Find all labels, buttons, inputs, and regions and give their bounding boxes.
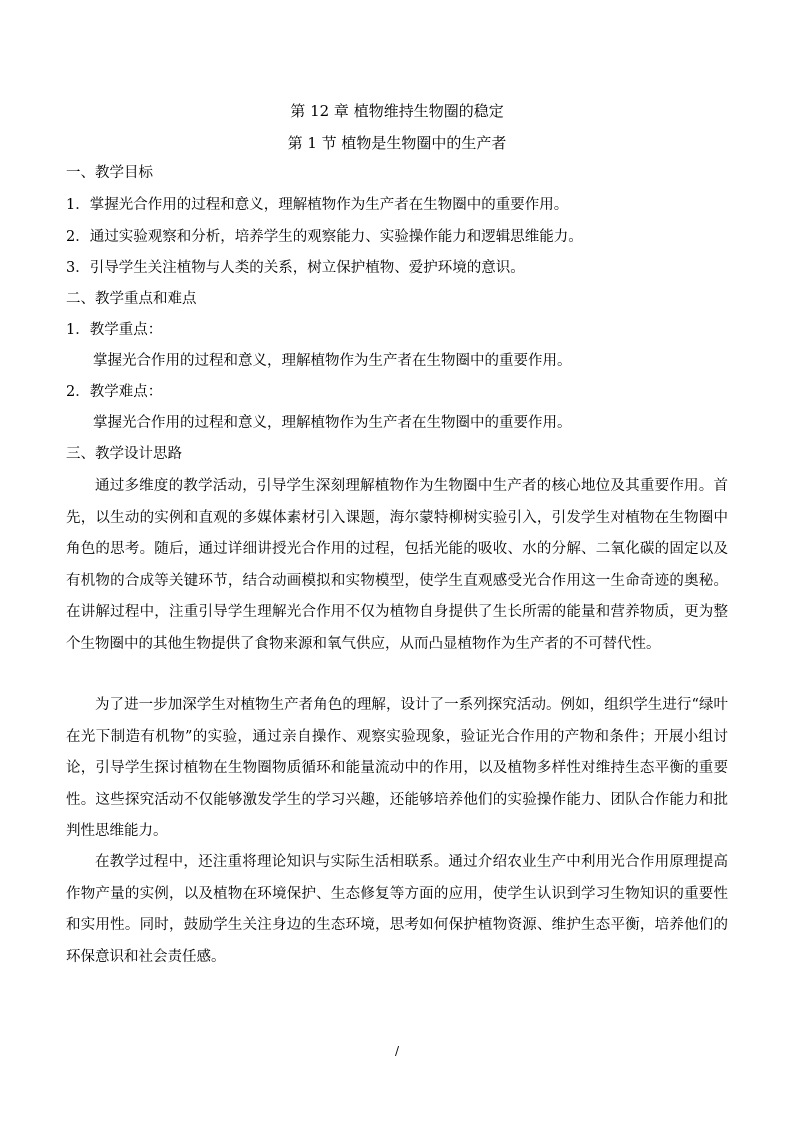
heading-teaching-objectives: 一、教学目标: [66, 165, 153, 181]
design-paragraph: 在教学过程中，还注重将理论知识与实际生活相联系。通过介绍农业生产中利用光合作用原理提高作物产量的实例，以及植物在环境保护、生态修复等方面的应用，使学生认识到学习生物知识的重要性和实用性。同时，鼓励学生关注身边的生态环境，思考如何保护植物资源、维护生态平衡，培养他们的环保意识和社会责任感。: [66, 854, 728, 965]
section-title: 第 1 节 植物是生物圈中的生产者: [287, 134, 507, 152]
difficult-point-text: 掌握光合作用的过程和意义，理解植物作为生产者在生物圈中的重要作用。: [93, 415, 572, 431]
page-footer: /: [394, 1044, 400, 1058]
objective-item: 2．通过实验观察和分析，培养学生的观察能力、实验操作能力和逻辑思维能力。: [66, 229, 583, 245]
chapter-title: 第 12 章 植物维持生物圈的稳定: [290, 102, 504, 120]
design-paragraph: 为了进一步加深学生对植物生产者角色的理解，设计了一系列探究活动。例如，组织学生进行“绿叶在光下制造有机物”的实验，通过亲自操作、观察实验现象，验证光合作用的产物和条件；开展小组讨论，引导学生探讨植物在生物圈物质循环和能量流动中的作用，以及植物多样性对维持生态平衡的重要性。这些探究活动不仅能够激发学生的学习兴趣，还能够培养他们的实验操作能力、团队合作能力和批判性思维能力。: [66, 697, 728, 839]
key-point-label: 1．教学重点：: [66, 322, 163, 338]
heading-key-difficult-points: 二、教学重点和难点: [66, 291, 197, 307]
objective-item: 1．掌握光合作用的过程和意义，理解植物作为生产者在生物圈中的重要作用。: [66, 197, 569, 213]
objective-item: 3．引导学生关注植物与人类的关系，树立保护植物、爱护环境的意识。: [66, 260, 525, 276]
key-point-text: 掌握光合作用的过程和意义，理解植物作为生产者在生物圈中的重要作用。: [93, 353, 572, 369]
difficult-point-label: 2．教学难点：: [66, 384, 163, 400]
heading-design-ideas: 三、教学设计思路: [66, 446, 182, 462]
design-paragraph: 通过多维度的教学活动，引导学生深刻理解植物作为生物圈中生产者的核心地位及其重要作用。首先，以生动的实例和直观的多媒体素材引入课题，海尔蒙特柳树实验引入，引发学生对植物在生物圈中角色的思考。随后，通过详细讲授光合作用的过程，包括光能的吸收、水的分解、二氧化碳的固定以及有机物的合成等关键环节，结合动画模拟和实物模型，使学生直观感受光合作用这一生命奇迹的奥秘。在讲解过程中，注重引导学生理解光合作用不仅为植物自身提供了生长所需的能量和营养物质，更为整个生物圈中的其他生物提供了食物来源和氧气供应，从而凸显植物作为生产者的不可替代性。: [66, 478, 728, 652]
